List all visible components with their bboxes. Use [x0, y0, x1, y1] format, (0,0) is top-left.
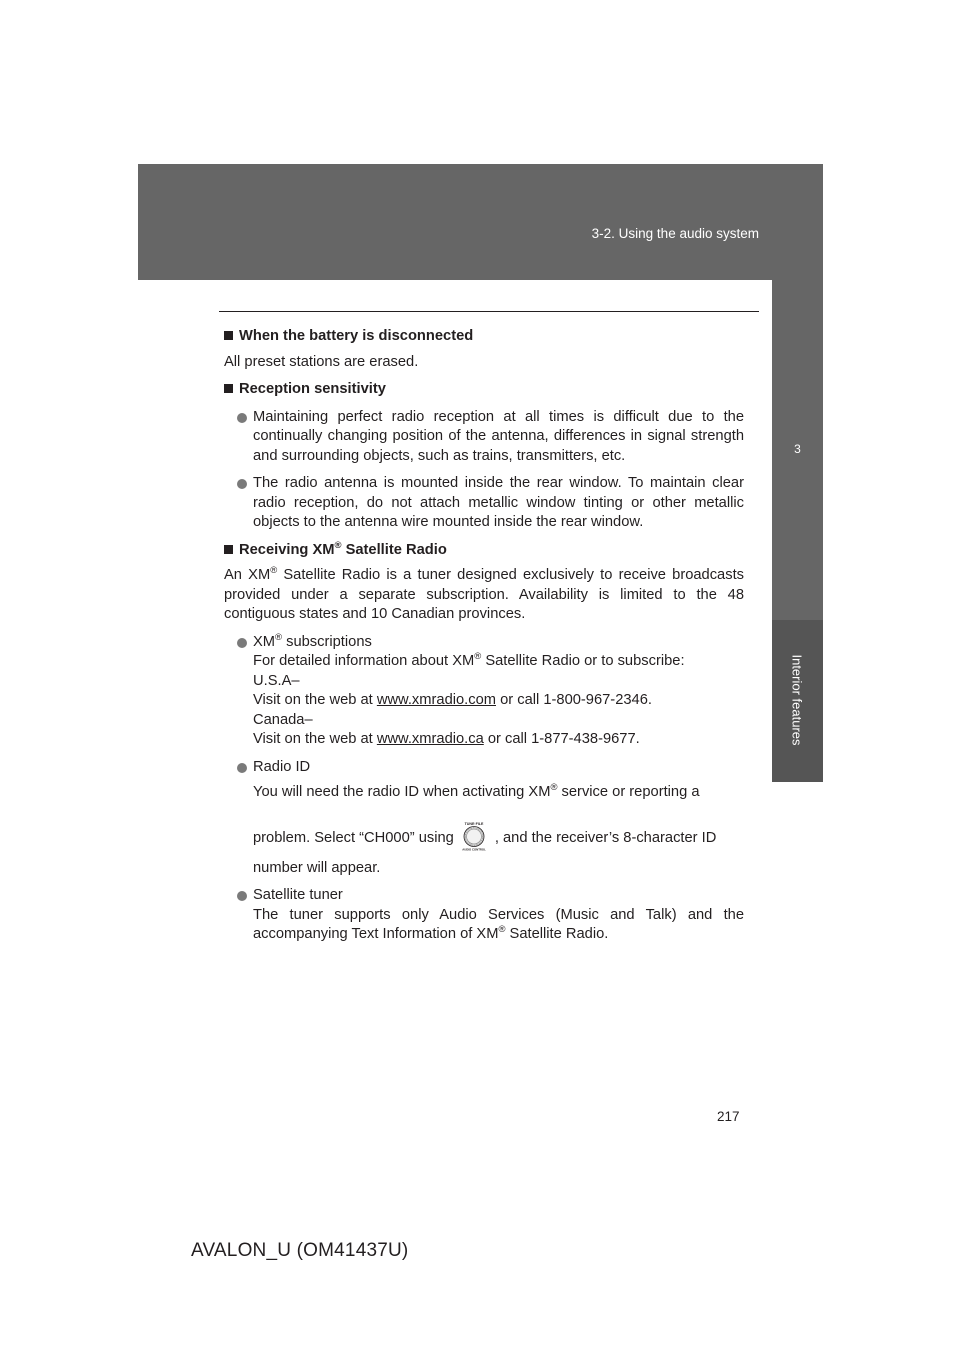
- round-bullet-icon: [237, 891, 247, 901]
- square-bullet-icon: [224, 545, 233, 554]
- round-bullet-icon: [237, 763, 247, 773]
- battery-heading: When the battery is disconnected: [224, 327, 744, 347]
- xmradio-com-link[interactable]: www.xmradio.com: [376, 692, 496, 708]
- page-number: 217: [717, 1109, 740, 1124]
- chapter-number: 3: [794, 442, 801, 456]
- header-band: [138, 164, 823, 280]
- svg-text:AUDIO CONTROL: AUDIO CONTROL: [462, 847, 486, 851]
- xmradio-ca-link[interactable]: www.xmradio.ca: [376, 731, 484, 747]
- chapter-label-tab: [772, 620, 823, 782]
- satellite-tuner: Satellite tuner The tuner supports only Audio Services (Music and Talk) and the accompanying Text Information of XM® Satellite Radio.: [224, 886, 744, 945]
- reception-heading: Reception sensitivity: [224, 380, 744, 400]
- model-code: AVALON_U (OM41437U): [191, 1240, 409, 1261]
- chapter-label: Interior features: [789, 654, 805, 746]
- xm-subscriptions: XM® subscriptions For detailed information about XM® Satellite Radio or to subscribe: U.S.A– Visit on the web at www.xmradio.com or call 1-800-967-2346. Canada– Visit on the web at www.xmradio.ca or call 1-877-438-9677.: [224, 633, 744, 750]
- xm-intro: An XM® Satellite Radio is a tuner designed exclusively to receive broadcasts provided under a separate subscription. Availability is limited to the 48 contiguous states and 10 Canadian provinces.: [224, 565, 744, 622]
- square-bullet-icon: [224, 384, 233, 393]
- square-bullet-icon: [224, 331, 233, 340]
- round-bullet-icon: [237, 479, 247, 489]
- tune-file-knob-icon: [459, 821, 489, 851]
- battery-text: All preset stations are erased.: [224, 353, 419, 370]
- section-title: 3-2. Using the audio system: [591, 226, 759, 241]
- reception-bullet-2: The radio antenna is mounted inside the rear window. To maintain clear radio reception, do not attach metallic window tinting or other metallic objects to the antenna wire mounted inside the rear window.: [224, 474, 744, 533]
- round-bullet-icon: [237, 413, 247, 423]
- round-bullet-icon: [237, 638, 247, 648]
- xm-heading: Receiving XM® Satellite Radio: [224, 541, 744, 561]
- chapter-tab: [772, 164, 823, 620]
- page-content: [224, 327, 744, 945]
- reception-bullet-1: Maintaining perfect radio reception at all times is difficult due to the continually changing position of the antenna, differences in signal strength and surrounding objects, such as trains, transmitters, etc.: [224, 408, 744, 467]
- radio-id: Radio ID You will need the radio ID when activating XM® service or reporting a problem. Select “CH000” using TUNE·FILE AUDIO CONTROL , and the receiver’s 8-character ID number will appear.: [224, 758, 744, 879]
- svg-text:TUNE·FILE: TUNE·FILE: [464, 821, 484, 826]
- top-divider: [219, 311, 759, 312]
